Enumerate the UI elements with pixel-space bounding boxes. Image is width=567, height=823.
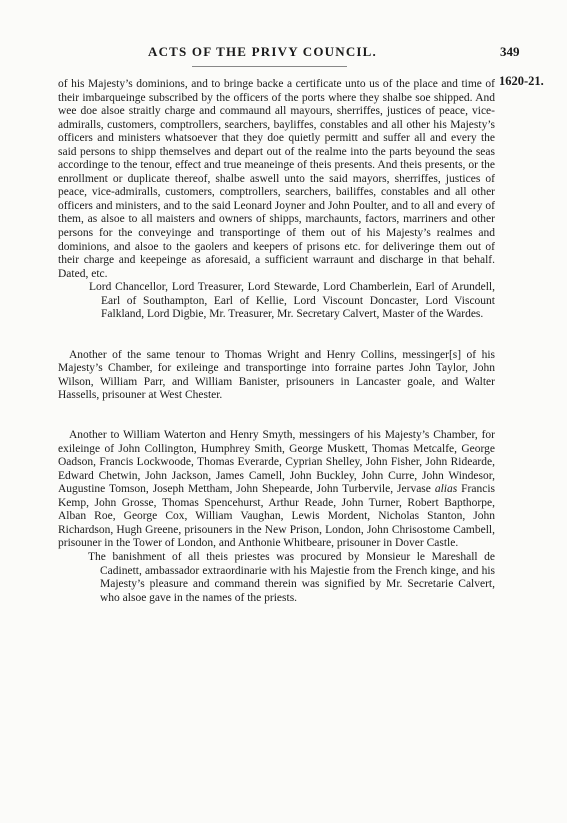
page-number: 349 xyxy=(500,44,520,59)
paragraph-text-part: Francis Kemp, John Grosse, Thomas Spencehurst, Arthur Reade, John Turner, Robert Bapthorpe, Alban Roe, George Cox, William Vaughan, Lewis Mordent, Nicholas Stanton, John Richardson, Hugh Greene, prisouners in the New Prison, London, John Chrisostome Cambell, prisouner in the Tower of London, and Anthonie Whitbeare, prisouner in Dover Castle. xyxy=(58,483,495,550)
margin-year: 1620-21. xyxy=(499,74,544,88)
banishment-note: The banishment of all theis priestes was procured by Monsieur le Mareshall de Cadinett, ambassador extraordinarie with his Majestie from the French kinge, and his Majesty’s pleasure and command therein was signified by Mr. Secretarie Calvert, who alsoe gave in the names of the priests. xyxy=(88,550,495,604)
signatories-list: Lord Chancellor, Lord Treasurer, Lord Stewarde, Lord Chamberlein, Earl of Arundell, Earl of Southampton, Earl of Kellie, Lord Viscount Doncaster, Lord Viscount Falkland, Lord Digbie, Mr. Treasurer, Mr. Secretary Calvert, Master of the Wardes. xyxy=(89,281,495,321)
paragraph-gap xyxy=(58,403,495,429)
paragraph-wright-collins: Another of the same tenour to Thomas Wright and Henry Collins, messinger[s] of his Majesty’s Chamber, for exileinge and transportinge into forraine partes John Taylor, John Wilson, William Parr, and William Banister, prisouners in Lancaster goale, and Walter Hassells, prisouner at West Chester. xyxy=(58,348,495,402)
body-text xyxy=(58,78,495,605)
header-rule xyxy=(192,66,347,67)
paragraph-gap xyxy=(58,322,495,349)
running-title: ACTS OF THE PRIVY COUNCIL. xyxy=(148,44,377,59)
alias-italic: alias xyxy=(434,483,458,496)
paragraph-text-part: Another to William Waterton and Henry Smyth, messingers of his Majesty’s Chamber, for exileinge of John Collington, Humphrey Smith, George Muskett, Thomas Metcalfe, George Oadson, Francis Lockwoode, Thomas Everarde, Cyprian Shelley, John Fisher, John Ridearde, Edward Chetwin, John Jackson, James Camell, John Buckley, John Curre, John Windesor, Augustine Tomson, Joseph Mettham, John Shepearde, John Turbervile, Jervase xyxy=(58,429,495,496)
paragraph-warrant-continuation: of his Majesty’s dominions, and to bringe backe a certificate unto us of the place and time of their imbarqueinge subscribed by the officers of the ports where they shalbe soe shipped. And wee doe alsoe straitly charge and commaund all mayours, sherriffes, justices of peace, vice-admiralls, customers, comptrollers, searchers, bayliffes, constables and all other his Majesty’s officers and ministers whatsoever that they doe quietly permitt and suffer all and every the said persons to shipp themselves and depart out of the realme into the parts beyound the seas accordinge to the tenour, effect and true meaneinge of theis presents. And theis presents, or the enrollment or duplicate thereof, shalbe aswell unto the said mayors, sherriffes, justices of peace, vice-admiralls, customers, comptrollers, searchers, bailiffes, constables and all other officers and ministers, and to the said Leonard Joyner and John Poulter, and to all and every of them, as alsoe to all maisters and owners of shipps, marchaunts, factors, marriners and other persons for the conveyinge and transportinge of them out of his Majesty’s realmes and dominions, and alsoe to the gaolers and keepers of prisons etc. for deliveringe them out of their charge and keepeinge as aforesaid, a sufficient warraunt and discharge in that behalf. Dated, etc. xyxy=(58,78,495,280)
paragraph-waterton-smyth xyxy=(58,429,495,551)
